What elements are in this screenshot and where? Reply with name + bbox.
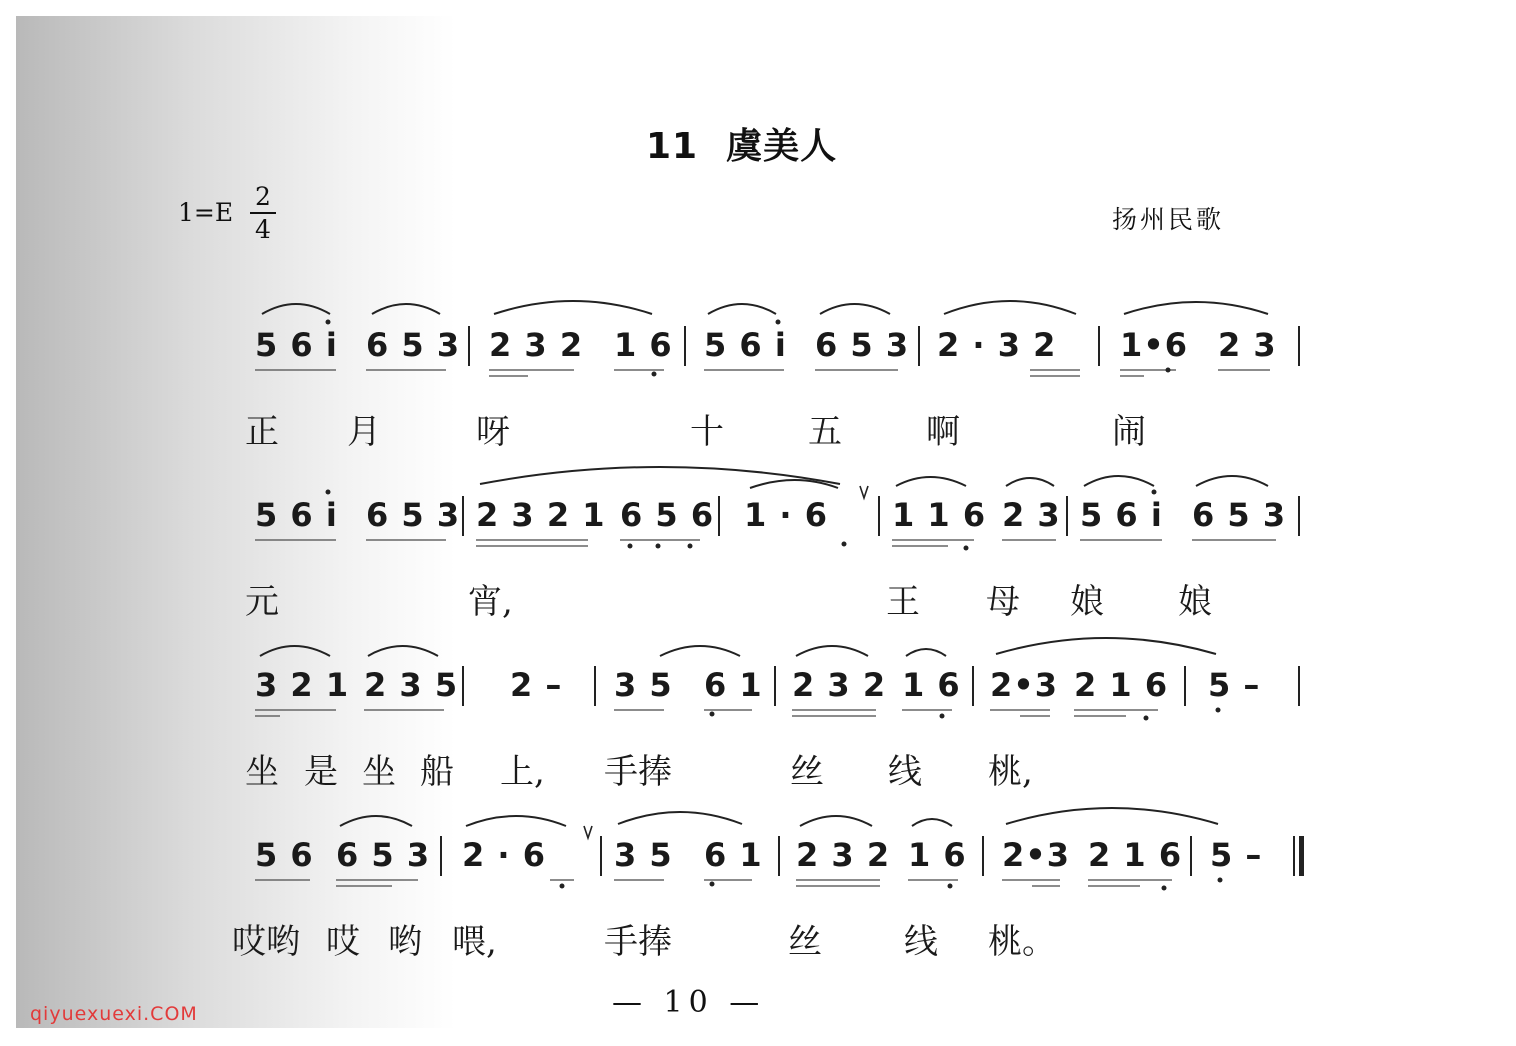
score-row-1 xyxy=(0,326,1516,476)
lyric: 手捧 xyxy=(604,752,672,792)
notation-marks-row-1 xyxy=(0,326,1516,476)
lyric: 王 xyxy=(886,582,920,622)
note-group: 3 5 xyxy=(614,836,673,874)
note-group: 2 · 6 xyxy=(462,836,546,874)
note-group: 1•6 xyxy=(1120,326,1188,364)
octave-dot-mark xyxy=(652,372,657,377)
octave-dot-mark xyxy=(656,544,661,549)
score-row-2 xyxy=(0,496,1516,646)
note-group: 5 6 i xyxy=(1080,496,1163,534)
note-group: 2 3 2 xyxy=(792,666,887,704)
note-group: 6 5 6 xyxy=(620,496,715,534)
lyric: 啊 xyxy=(926,412,960,452)
lyric: 娘 xyxy=(1070,582,1104,622)
note-group: 5 6 xyxy=(255,836,314,874)
octave-dot-mark xyxy=(1144,716,1149,721)
note-group: 6 5 3 xyxy=(366,496,461,534)
song-number: 11 xyxy=(646,126,699,167)
octave-dot-mark xyxy=(1162,886,1167,891)
note-group: 2 1 6 xyxy=(1074,666,1169,704)
note-group: 2 – xyxy=(510,666,563,704)
lyric: 坐 xyxy=(362,752,396,792)
lyric: 哎 xyxy=(326,922,360,962)
octave-dot-mark xyxy=(560,884,565,889)
note-group: 2 3 xyxy=(1002,496,1061,534)
note-group: 2 3 xyxy=(1218,326,1277,364)
note-group: 1 6 xyxy=(908,836,967,874)
note-group: 5 – xyxy=(1210,836,1263,874)
note-group: 2 3 2 xyxy=(796,836,891,874)
page-number: — 10 — xyxy=(612,985,766,1020)
time-signature-line xyxy=(250,212,276,214)
lyric: 母 xyxy=(986,582,1020,622)
lyric: 娘 xyxy=(1178,582,1212,622)
notation-marks-row-4 xyxy=(0,836,1516,986)
note-group: 1 6 xyxy=(902,666,961,704)
octave-dot-mark xyxy=(940,714,945,719)
note-group: 3 2 1 xyxy=(255,666,350,704)
key-signature: 1=E xyxy=(178,198,234,227)
note-group: 6 1 xyxy=(704,836,763,874)
lyric: 元 xyxy=(245,582,279,622)
octave-dot-mark xyxy=(710,882,715,887)
lyric: 坐 xyxy=(245,752,279,792)
score-row-3 xyxy=(0,666,1516,816)
song-name: 虞美人 xyxy=(726,126,838,167)
note-group: 6 1 xyxy=(704,666,763,704)
lyric: 喂, xyxy=(452,922,497,962)
note-group: 2 · 3 2 xyxy=(937,326,1057,364)
note-group: 2•3 xyxy=(990,666,1058,704)
note-group: 2 3 2 xyxy=(489,326,584,364)
lyric: 宵, xyxy=(468,582,513,622)
time-signature-top: 2 xyxy=(255,182,271,211)
lyric: 十 xyxy=(690,412,724,452)
note-group: 3 5 xyxy=(614,666,673,704)
score-row-4 xyxy=(0,836,1516,986)
octave-dot-mark xyxy=(964,546,969,551)
note-group: 2•3 xyxy=(1002,836,1070,874)
site-watermark: qiyuexuexi.COM xyxy=(30,1003,198,1025)
lyric: 是 xyxy=(304,752,338,792)
lyric: 哎哟 xyxy=(232,922,300,962)
lyric: 丝 xyxy=(790,752,824,792)
note-group: 6 5 3 xyxy=(336,836,431,874)
lyric: 线 xyxy=(904,922,938,962)
song-origin: 扬州民歌 xyxy=(1112,205,1225,234)
note-group: 5 6 i xyxy=(255,496,338,534)
time-signature xyxy=(250,182,276,244)
note-group: 6 5 3 xyxy=(1192,496,1287,534)
lyric: 丝 xyxy=(788,922,822,962)
octave-dot-mark xyxy=(688,544,693,549)
octave-dot-mark xyxy=(1216,708,1221,713)
lyric: 闹 xyxy=(1112,412,1146,452)
note-group: 6 5 3 xyxy=(366,326,461,364)
note-group: 6 5 3 xyxy=(815,326,910,364)
lyric: 上, xyxy=(500,752,545,792)
lyric: 呀 xyxy=(476,412,510,452)
octave-dot-mark xyxy=(1166,368,1171,373)
lyric: 桃。 xyxy=(988,922,1056,962)
note-group: 1 6 xyxy=(614,326,673,364)
note-group: 2 1 6 xyxy=(1088,836,1183,874)
note-group: 5 6 i xyxy=(704,326,787,364)
octave-dot-mark xyxy=(948,884,953,889)
song-title xyxy=(646,118,837,169)
octave-dot-mark xyxy=(1218,878,1223,883)
note-group: 2 3 5 xyxy=(364,666,459,704)
note-group: 1 · 6 xyxy=(744,496,828,534)
octave-dot-mark xyxy=(326,320,331,325)
lyric: 线 xyxy=(888,752,922,792)
lyric: 正 xyxy=(245,412,279,452)
note-group: 5 6 i xyxy=(255,326,338,364)
lyric: 手捧 xyxy=(604,922,672,962)
octave-dot-mark xyxy=(326,490,331,495)
octave-dot-mark xyxy=(776,320,781,325)
octave-dot-mark xyxy=(628,544,633,549)
octave-dot-mark xyxy=(842,542,847,547)
lyric: 船 xyxy=(420,752,454,792)
time-signature-bottom: 4 xyxy=(255,215,271,244)
notation-marks-row-2 xyxy=(0,496,1516,646)
note-group: 1 1 6 xyxy=(892,496,987,534)
lyric: 哟 xyxy=(388,922,422,962)
octave-dot-mark xyxy=(1152,490,1157,495)
octave-dot-mark xyxy=(710,712,715,717)
note-group: 2 3 2 1 xyxy=(476,496,606,534)
lyric: 五 xyxy=(808,412,842,452)
lyric: 桃, xyxy=(988,752,1033,792)
lyric: 月 xyxy=(347,412,381,452)
note-group: 5 – xyxy=(1208,666,1261,704)
notation-marks-row-3 xyxy=(0,666,1516,816)
